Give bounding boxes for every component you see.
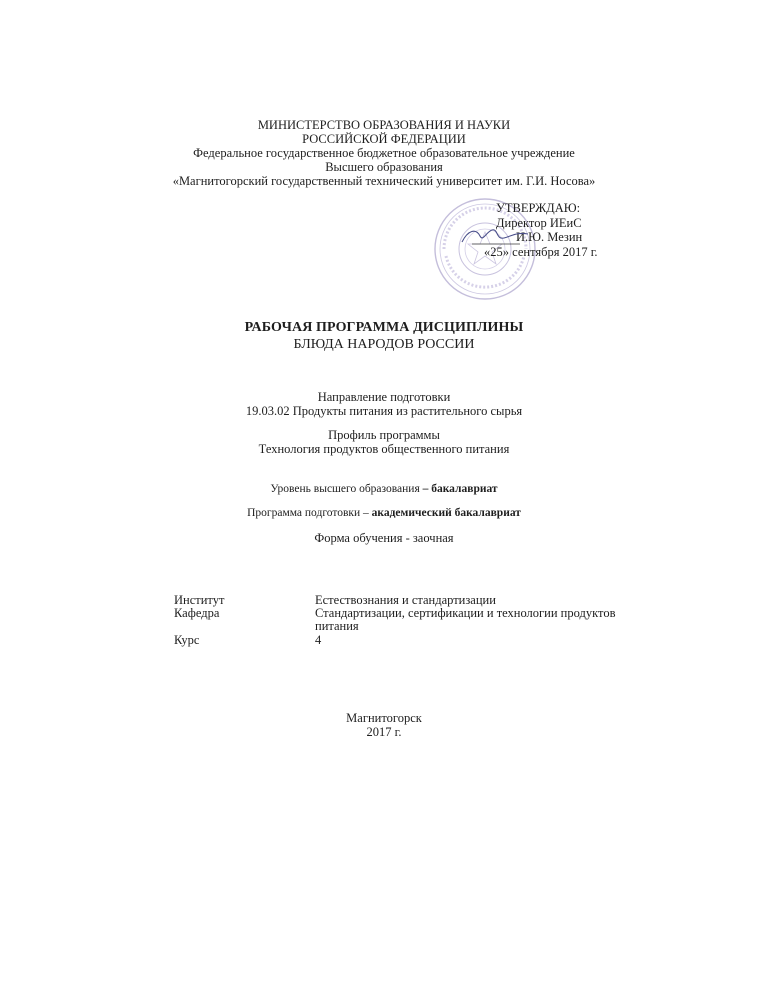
department-value-line2: питания: [315, 619, 359, 633]
approval-heading: УТВЕРЖДАЮ:: [496, 201, 581, 215]
approver-name: И.Ю. Мезин: [516, 230, 583, 244]
department-value-line1: Стандартизации, сертификации и технологии продуктов: [315, 606, 616, 620]
ministry-line-2: РОССИЙСКОЙ ФЕДЕРАЦИИ: [302, 132, 466, 146]
approver-position: Директор ИЕиС: [496, 215, 582, 230]
approval-date: «25» сентября 2017 г.: [484, 244, 598, 259]
study-form: Форма обучения - заочная: [314, 531, 454, 545]
direction-label: Направление подготовки: [317, 390, 451, 404]
university-name: «Магнитогорский государственный технический университет им. Г.И. Носова»: [172, 174, 596, 188]
profile-label: Профиль программы: [328, 428, 440, 442]
institution-type: Федеральное государственное бюджетное образовательное учреждение: [193, 146, 575, 160]
footer-city: Магнитогорск: [346, 711, 422, 725]
education-level-value: – бакалавриат: [422, 483, 498, 495]
training-program-value: академический бакалавриат: [371, 507, 521, 519]
director-signature: [458, 222, 540, 250]
course-label: Курс: [174, 633, 200, 647]
course-value: 4: [315, 633, 322, 647]
education-level-header: Высшего образования: [325, 160, 443, 174]
profile-value: Технология продуктов общественного питания: [258, 442, 510, 456]
training-program-label: Программа подготовки –: [247, 507, 369, 519]
institute-label: Институт: [174, 593, 225, 607]
training-program-line: [0, 507, 768, 519]
footer-year: 2017 г.: [366, 725, 402, 739]
ministry-line-1: МИНИСТЕРСТВО ОБРАЗОВАНИЯ И НАУКИ: [257, 118, 511, 132]
direction-value: 19.03.02 Продукты питания из растительного сырья: [245, 404, 523, 418]
institute-value: Естествознания и стандартизации: [315, 593, 496, 607]
education-level-label: Уровень высшего образования: [270, 483, 420, 495]
discipline-name: БЛЮДА НАРОДОВ РОССИИ: [293, 337, 475, 352]
education-level-line: [0, 483, 768, 495]
program-title: РАБОЧАЯ ПРОГРАММА ДИСЦИПЛИНЫ: [244, 320, 524, 335]
department-label: Кафедра: [174, 606, 220, 620]
